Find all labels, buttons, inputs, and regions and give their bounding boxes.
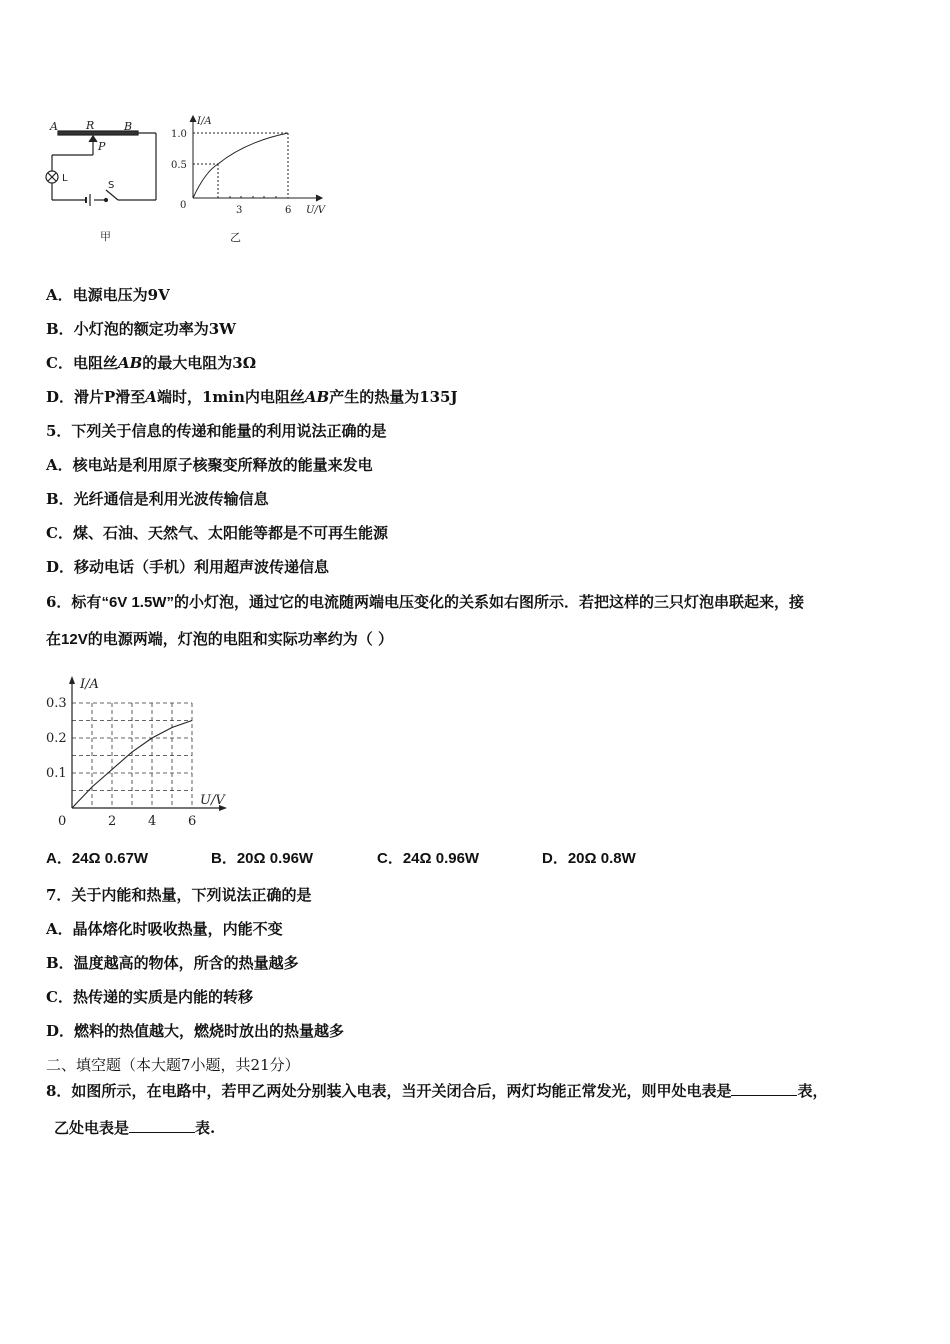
q5-option-b: B．光纤通信是利用光波传输信息 [46,490,269,508]
x-tick-label: 6 [188,814,197,829]
caption-yi: 乙 [230,231,241,244]
y-tick-1-0: 1.0 [171,129,187,140]
q6-option-d: D．20Ω 0.8W [542,850,636,867]
q7-option-d: D．燃料的热值越大，燃烧时放出的热量越多 [46,1022,345,1040]
x-tick-label: 0 [58,814,67,829]
iu-curve-small [193,133,288,198]
x-axis-label: U/V [200,793,225,808]
q5-option-c: C．煤、石油、天然气、太阳能等都是不可再生能源 [46,524,388,542]
caption-jia: 甲 [100,230,111,243]
label-b: B [124,120,133,133]
label-s: S [108,180,115,191]
label-r: R [86,119,95,132]
q6-stem-line2: 在12V的电源两端，灯泡的电阻和实际功率约为（ ） [46,630,393,648]
graph-xlabel: U/V [306,205,326,216]
label-a: A [50,120,58,133]
q8-blank-2[interactable] [129,1118,195,1133]
q6-option-c: C．24Ω 0.96W [377,850,480,867]
q6-option-b: B．20Ω 0.96W [211,850,314,867]
q4-option-d: D．滑片P滑至A端时，1min内电阻丝AB产生的热量为135J [46,388,458,406]
q6-iu-chart [40,670,240,835]
q6-stem-line1: 6．标有“6V 1.5W”的小灯泡，通过它的电流随两端电压变化的关系如右图所示．若把这样的三只灯泡串联起来，接 [46,593,804,611]
q7-option-b: B．温度越高的物体，所含的热量越多 [46,954,299,972]
graph-ylabel: I/A [197,116,212,127]
q8-line1: 8．如图所示，在电路中，若甲乙两处分别装入电表，当开关闭合后，两灯均能正常发光，则甲处电表是 表， [46,1082,828,1100]
label-l: L [62,173,68,184]
iu-graph-small [190,116,322,201]
x-tick-3: 3 [236,205,243,216]
q7-option-a: A．晶体熔化时吸收热量，内能不变 [46,920,283,938]
x-tick-6: 6 [285,205,292,216]
y-tick-label: 0.2 [46,731,67,746]
q5-stem: 5．下列关于信息的传递和能量的利用说法正确的是 [46,422,387,440]
slider-p-arrow [89,136,97,142]
q8-line2: 乙处电表是 表. [54,1119,216,1137]
x-tick-label: 2 [108,814,117,829]
q6-option-a: A．24Ω 0.67W [46,850,149,867]
q5-option-d: D．移动电话（手机）利用超声波传递信息 [46,558,330,576]
switch-s [106,190,118,200]
y-axis-label: I/A [80,677,99,692]
q4-option-a: A．电源电压为9V [46,286,170,304]
q4-option-c: C．电阻丝AB的最大电阻为3Ω [46,354,257,372]
q7-stem: 7．关于内能和热量，下列说法正确的是 [46,886,312,904]
y-tick-0: 0 [180,200,187,211]
q7-option-c: C．热传递的实质是内能的转移 [46,988,253,1006]
y-tick-0-5: 0.5 [171,160,187,171]
q8-blank-1[interactable] [731,1081,797,1096]
q6-options-row [46,849,148,869]
q4-option-b: B．小灯泡的额定功率为3W [46,320,236,338]
x-tick-label: 4 [148,814,157,829]
q5-option-a: A．核电站是利用原子核聚变所释放的能量来发电 [46,456,373,474]
y-tick-label: 0.3 [46,696,67,711]
figure-1 [40,110,340,250]
label-p: P [98,140,106,153]
y-axis-arrow [69,676,75,684]
y-tick-label: 0.1 [46,766,67,781]
section-2-title: 二、填空题（本大题7小题，共21分） [46,1056,300,1074]
